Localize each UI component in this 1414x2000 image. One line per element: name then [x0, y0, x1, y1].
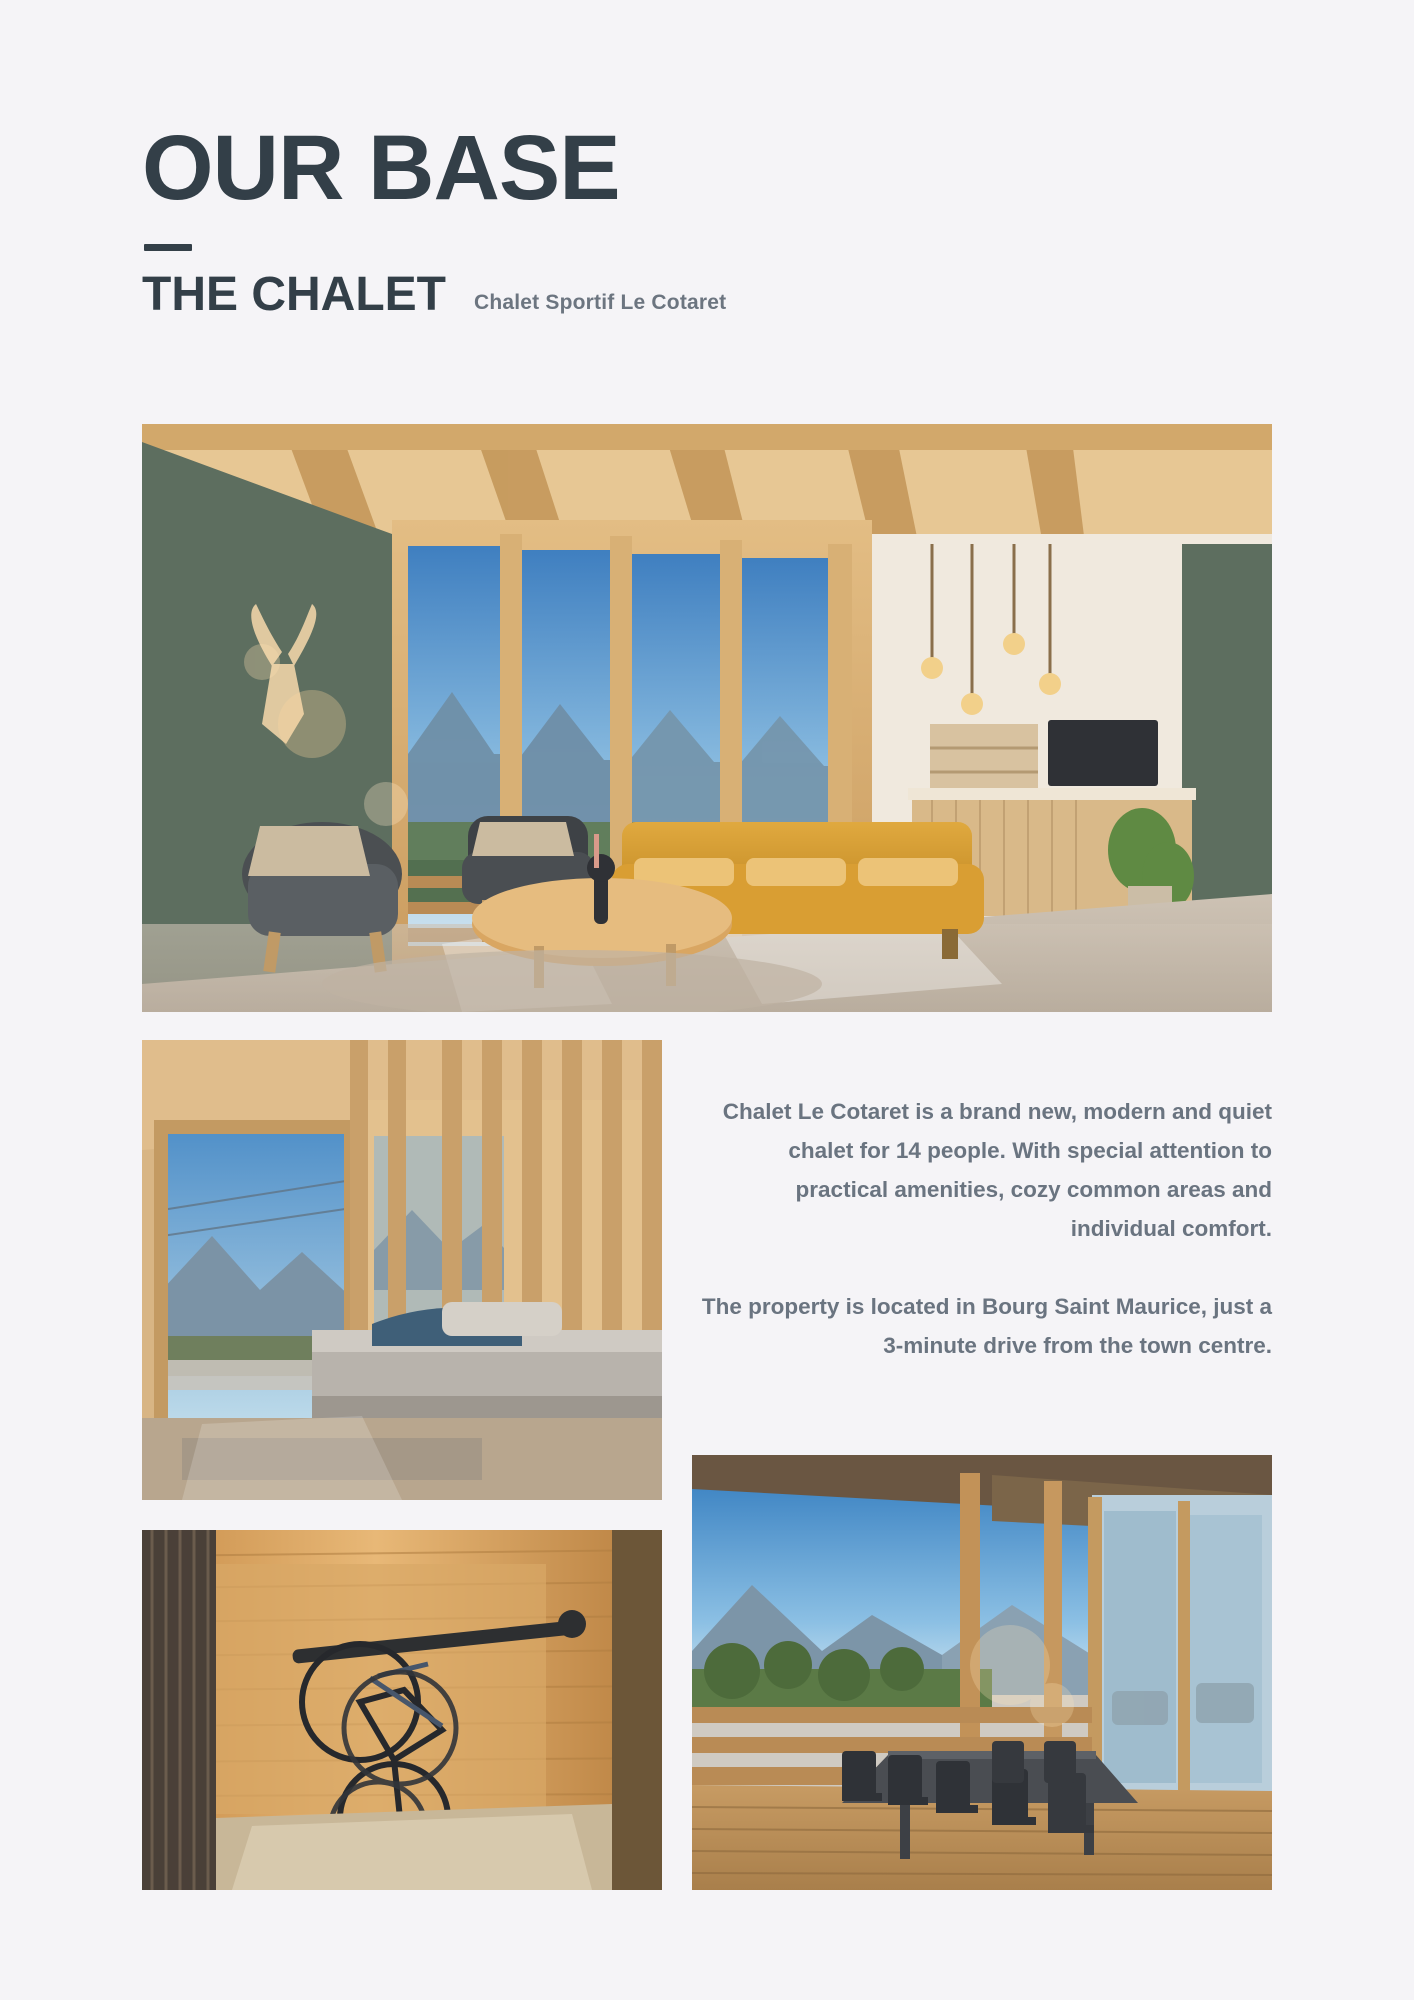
photo-chalet-bedroom — [142, 1040, 662, 1500]
page-kicker: Chalet Sportif Le Cotaret — [473, 291, 727, 314]
body-copy — [690, 1092, 1272, 1365]
photo-chalet-living-room — [142, 424, 1272, 1012]
terrace-illustration — [692, 1455, 1272, 1890]
chalet-bedroom-illustration — [142, 1040, 662, 1500]
body-paragraph-2: The property is located in Bourg Saint Maurice, just a 3-minute drive from the town centre. — [701, 1294, 1272, 1358]
page-subtitle: THE CHALET — [142, 268, 446, 321]
photo-chalet-terrace — [692, 1455, 1272, 1890]
bike-storage-illustration — [142, 1530, 662, 1890]
body-paragraph-1: Chalet Le Cotaret is a brand new, modern and quiet chalet for 14 people. With special attention to practical amenities, cozy common areas and individual comfort. — [722, 1099, 1272, 1241]
title-divider — [144, 244, 192, 251]
subtitle-row — [142, 269, 1272, 321]
photo-chalet-bike-storage — [142, 1530, 662, 1890]
header — [142, 117, 1272, 321]
page-title: OUR BASE — [142, 117, 620, 219]
chalet-living-room-illustration — [142, 424, 1272, 1012]
